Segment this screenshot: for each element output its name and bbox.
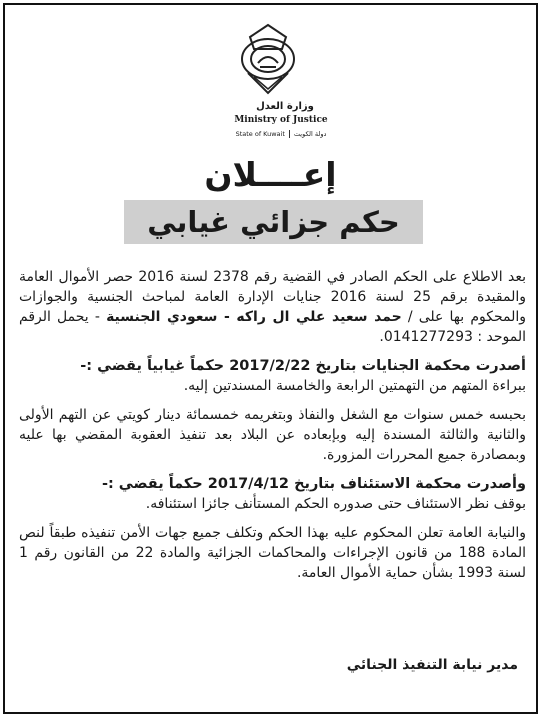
notice-subtitle: حكم جزائي غيابي [124, 200, 423, 244]
notice-body [19, 267, 526, 592]
sentence-paragraph: بحبسه خمس سنوات مع الشغل والنفاذ وبتغريمه خمسمائة دينار كويتي عن التهم الأولى والثانية والثالثة المسندة إليه وبإبعاده عن البلاد بعد تنفيذ العقوبة المقضي بها عليه وبمصادرة جميع المحررات المزورة. [19, 407, 526, 463]
notice-title: إعــــلان [204, 155, 337, 194]
state-name-english: State of Kuwait [235, 130, 285, 138]
acquittal-paragraph: ببراءة المتهم من التهمتين الرابعة والخامسة المسندتين إليه. [183, 378, 526, 394]
ministry-logo-block [195, 23, 345, 145]
appeal-ruling-paragraph: بوقف نظر الاستئناف حتى صدوره الحكم المستأنف جائزا استئنافه. [145, 496, 526, 512]
state-line [217, 130, 345, 138]
ministry-name-arabic: وزارة العدل [256, 101, 314, 112]
kuwait-emblem-icon [238, 23, 298, 95]
signature: مدير نيابة التنفيذ الجنائي [346, 657, 518, 673]
state-divider [289, 130, 290, 138]
appeal-court-heading: وأصدرت محكمة الاستئناف بتاريخ 2017/4/12 حكماً يقضي :- [101, 476, 526, 492]
state-name-arabic: دولة الكويت [293, 130, 327, 138]
defendant-id: - يحمل الرقم الموحد : 0141277293. [19, 309, 526, 345]
intro-paragraph [19, 267, 526, 347]
defendant-name: حمد سعيد علي ال راكه - سعودي الجنسية [106, 309, 402, 325]
closing-paragraph: والنيابة العامة تعلن المحكوم عليه بهذا الحكم وتكلف جميع جهات الأمن تنفيذه طبقاً لنص المادة 188 من قانون الإجراءات والمحاكمات الجزائية والمادة 22 من القانون رقم 1 لسنة 1993 بشأن حماية الأموال العامة. [19, 525, 527, 581]
intro-text: بعد الاطلاع على الحكم الصادر في القضية رقم 2378 لسنة 2016 حصر الأموال العامة والمقيدة برقم 25 لسنة 2016 جنايات الإدارة العامة لمباحث الجنسية والجوازات والمحكوم بها على / [19, 269, 526, 325]
criminal-court-heading: أصدرت محكمة الجنايات بتاريخ 2017/2/22 حكماً غيابياً يقضي :- [80, 358, 526, 374]
ministry-name-english: Ministry of Justice [234, 115, 328, 125]
notice-frame [3, 3, 538, 714]
